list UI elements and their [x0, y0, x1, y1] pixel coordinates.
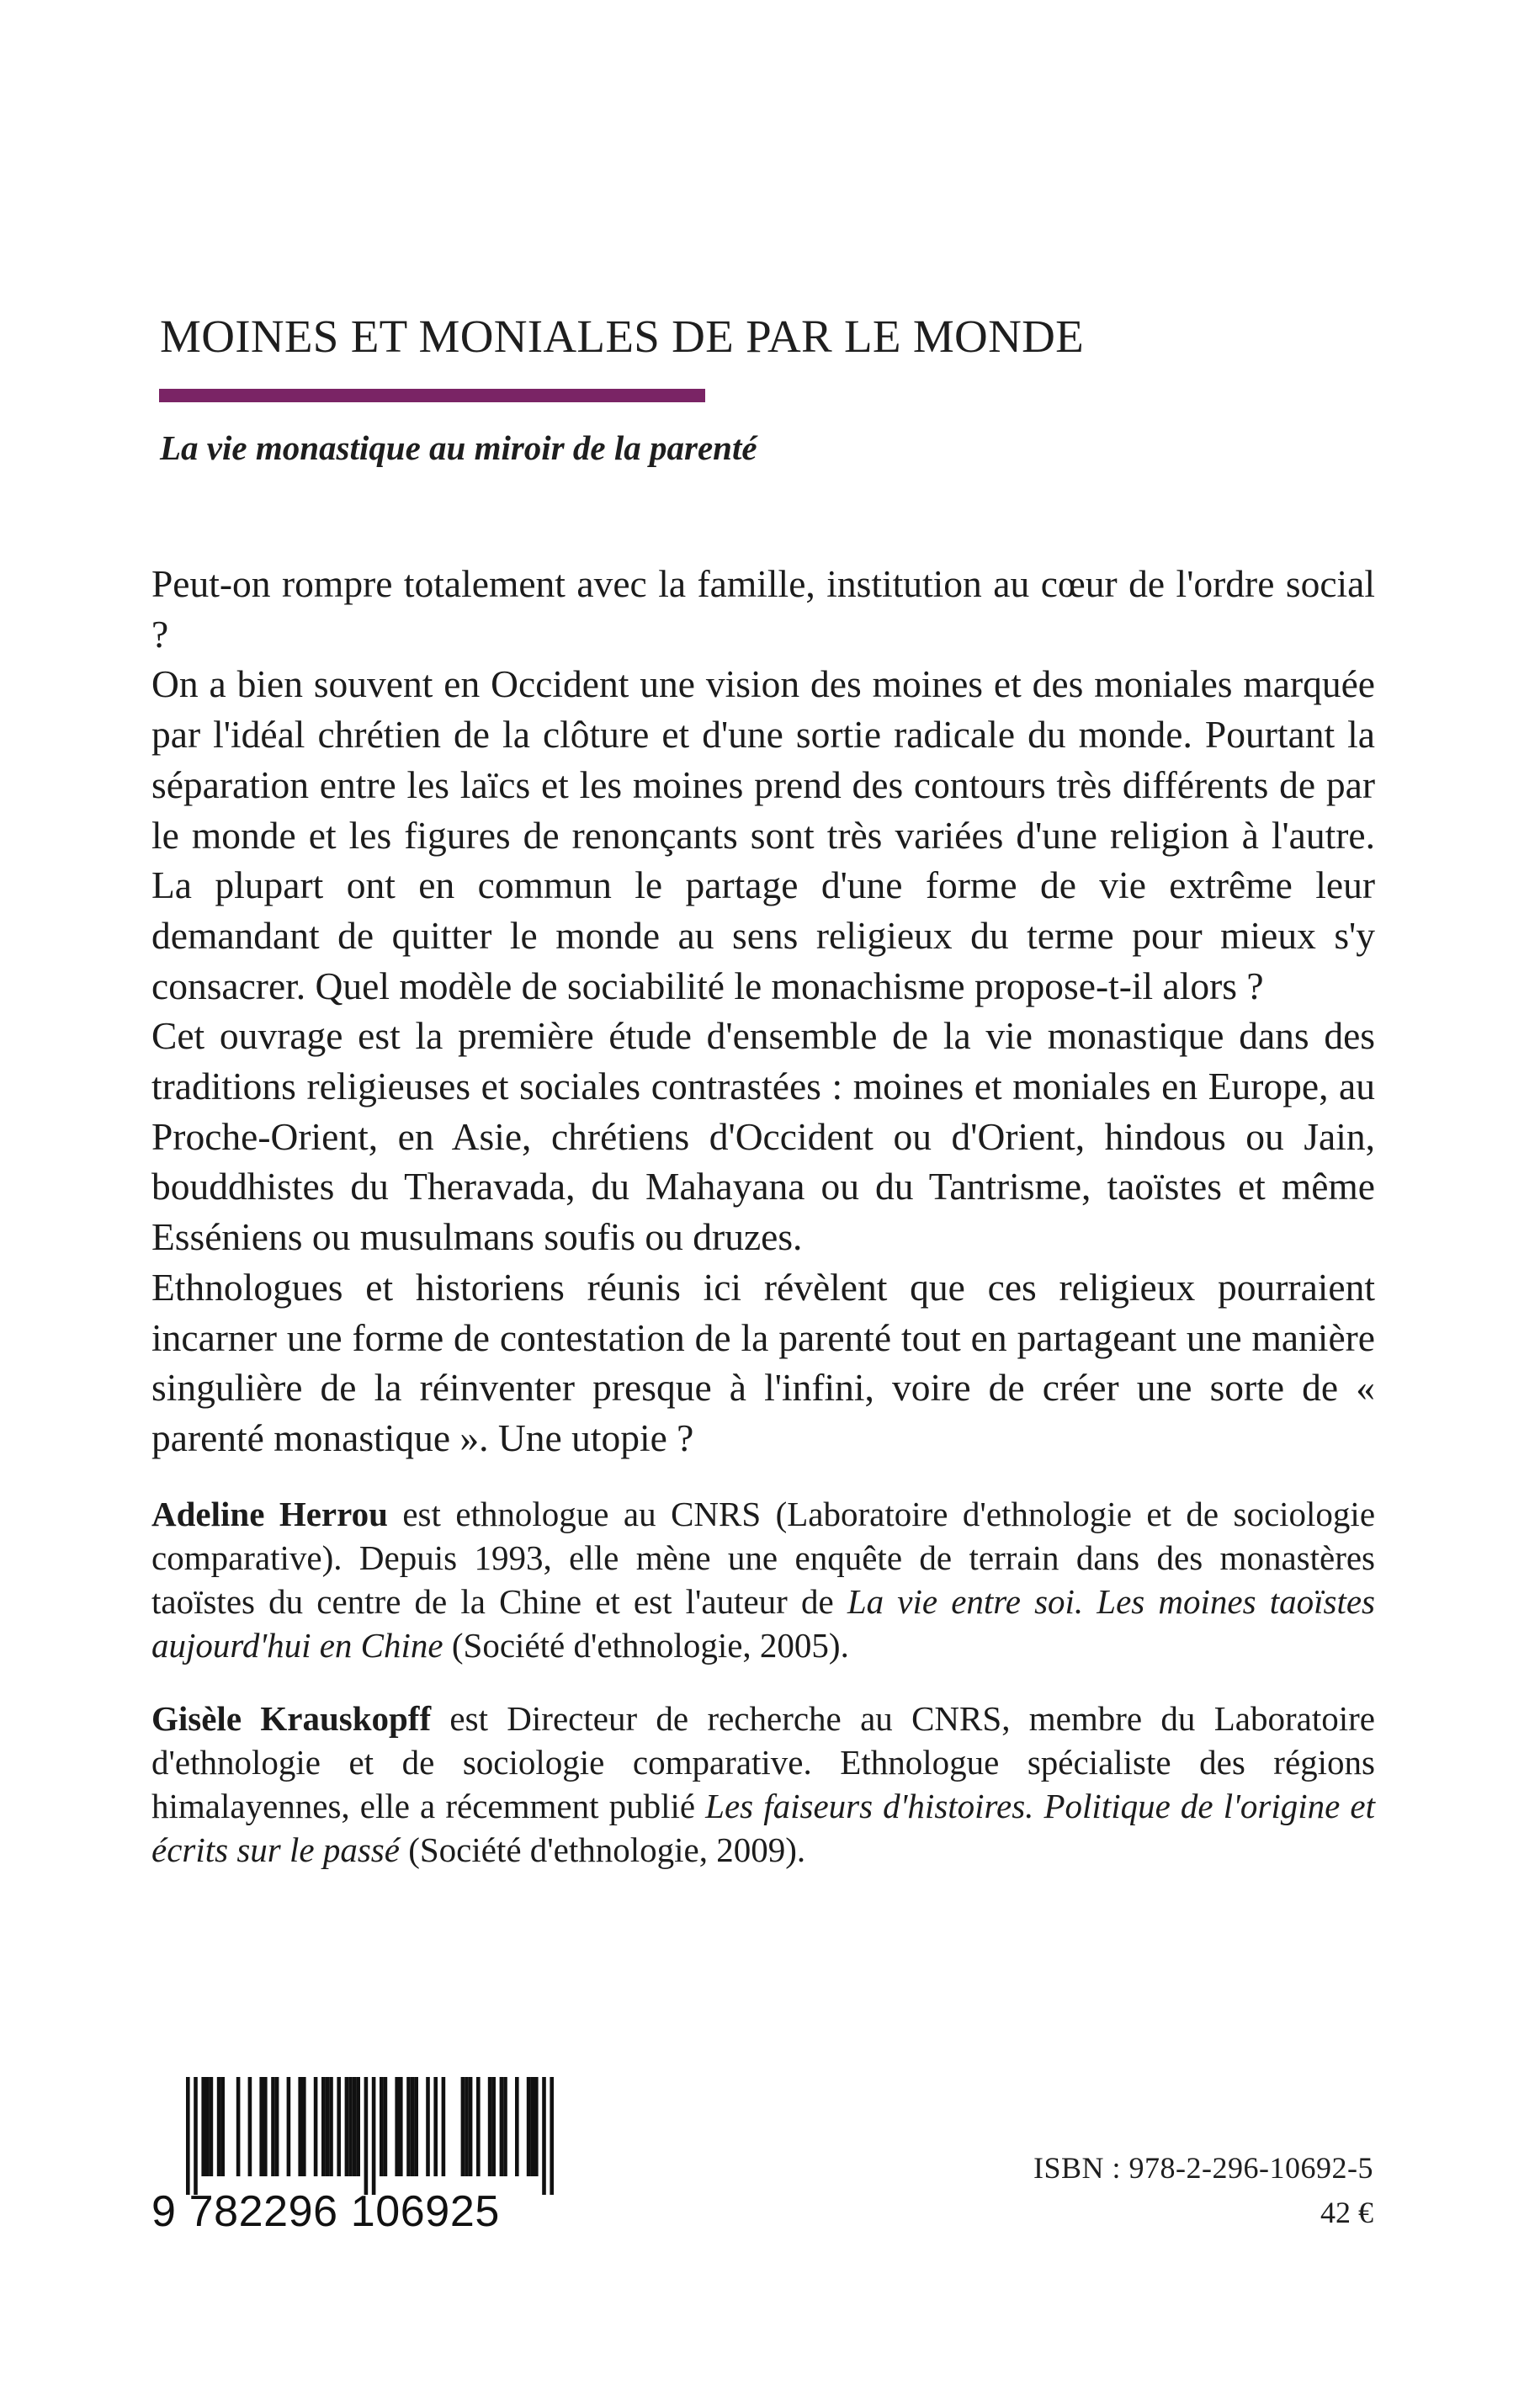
barcode-bar	[353, 2077, 357, 2176]
barcode-bar	[321, 2077, 326, 2176]
barcode-bar	[220, 2077, 225, 2176]
barcode-bar	[491, 2077, 496, 2176]
barcode-bar	[287, 2077, 291, 2176]
barcode-bar	[298, 2077, 302, 2176]
barcode-bar	[345, 2077, 349, 2176]
barcode-bar	[263, 2077, 268, 2176]
barcode-bar	[217, 2077, 221, 2176]
barcode	[151, 2077, 564, 2237]
barcode-bar	[515, 2077, 519, 2176]
barcode-bar	[348, 2077, 353, 2176]
blurb-paragraph: Cet ouvrage est la première étude d'ensemble de la vie monastique dans des traditions religieuses et sociales contrastées : moines et moniales en Europe, au Proche-Orient, en Asie, chrétiens d'Occident ou d'Orient, hindous ou Jain, bouddhistes du Theravada, du Mahayana ou du Tantrisme, taoïstes et même Esséniens ou musulmans soufis ou druzes.	[151, 1014, 1375, 1259]
barcode-bar	[210, 2077, 214, 2176]
blurb	[151, 559, 1375, 1463]
author-name: Gisèle Krauskopff	[151, 1699, 432, 1738]
barcode-bar	[395, 2077, 399, 2176]
barcode-bar	[411, 2077, 415, 2176]
barcode-bar	[259, 2077, 263, 2176]
barcode-bar	[364, 2077, 369, 2195]
author-name: Adeline Herrou	[151, 1495, 388, 1533]
blurb-paragraph: Ethnologues et historiens réunis ici révèlent que ces religieux pourraient incarner une forme de contestation de la parenté tout en partageant une manière singulière de la réinventer presque à l'infini, voire de créer une sorte de « parenté monastique ». Une utopie ?	[151, 1265, 1375, 1459]
blurb-paragraph: On a bien souvent en Occident une vision des moines et des moniales marquée par l'idéal chrétien de la clôture et d'une sortie radicale du monde. Pourtant la séparation entre les laïcs et les moines prend des contours très différents de par le monde et les figures de renonçants sont très variées d'une religion à l'autre. La plupart ont en commun le partage d'une forme de vie extrême leur demandant de quitter le monde au sens religieux du terme pour mieux s'y consacrer. Quel modèle de sociabilité le monachisme propose-t-il alors ?	[151, 662, 1375, 1007]
barcode-bar	[384, 2077, 388, 2176]
price: 42 €	[1320, 2196, 1373, 2229]
barcode-bar	[476, 2077, 481, 2176]
barcode-bar	[414, 2077, 418, 2176]
barcode-bar	[530, 2077, 534, 2176]
book-title: MOINES ET MONIALES DE PAR LE MONDE	[160, 311, 1085, 362]
blurb-paragraph: Peut-on rompre totalement avec la famille, institution au cœur de l'ordre social ?	[151, 562, 1375, 656]
barcode-bar	[442, 2077, 446, 2176]
author-bio	[151, 1697, 1375, 1872]
barcode-bar	[356, 2077, 360, 2176]
author-bio	[151, 1492, 1375, 1667]
barcode-bars	[186, 2077, 563, 2195]
barcode-bar	[302, 2077, 306, 2176]
barcode-bar	[314, 2077, 318, 2176]
author-book-title: La vie entre soi. Les moines taoïstes aujourd'hui en Chine	[151, 1582, 1375, 1665]
barcode-bar	[542, 2077, 546, 2195]
isbn: ISBN : 978-2-296-10692-5	[1033, 2151, 1373, 2185]
barcode-bar	[461, 2077, 465, 2176]
barcode-bar	[399, 2077, 403, 2176]
barcode-bar	[534, 2077, 539, 2176]
barcode-bar	[205, 2077, 210, 2176]
barcode-bar	[426, 2077, 430, 2176]
barcode-bar	[248, 2077, 252, 2176]
barcode-bar	[488, 2077, 492, 2176]
barcode-bar	[236, 2077, 241, 2176]
author-description: est Directeur de recherche au CNRS, membre du Laboratoire d'ethnologie et de sociologie comparative. Ethnologue spécialiste des régions himalayennes, elle a récemment publié	[151, 1699, 1375, 1825]
barcode-bar	[337, 2077, 341, 2176]
author-book-publisher: (Société d'ethnologie, 2009).	[399, 1830, 806, 1869]
barcode-bar	[406, 2077, 411, 2176]
barcode-bar	[372, 2077, 376, 2195]
book-subtitle: La vie monastique au miroir de la parenté	[160, 428, 757, 467]
barcode-digits: 9 782296 106925	[151, 2187, 500, 2236]
barcode-bar	[275, 2077, 279, 2176]
barcode-bar	[326, 2077, 330, 2176]
barcode-bar	[500, 2077, 504, 2176]
barcode-bar	[380, 2077, 384, 2176]
barcode-bar	[194, 2077, 198, 2195]
author-book-publisher: (Société d'ethnologie, 2005).	[443, 1626, 849, 1665]
barcode-bar	[503, 2077, 507, 2176]
author-description: est ethnologue au CNRS (Laboratoire d'ethnologie et de sociologie comparative). Depuis 1993, elle mène une enquête de terrain dans des monastères taoïstes du centre de la Chine et est l'auteur de	[151, 1495, 1376, 1621]
barcode-bar	[465, 2077, 469, 2176]
barcode-bar	[271, 2077, 275, 2176]
barcode-bar	[433, 2077, 438, 2176]
barcode-bar	[329, 2077, 333, 2176]
barcode-bar	[469, 2077, 473, 2176]
barcode-bar	[186, 2077, 190, 2195]
author-book-title: Les faiseurs d'histoires. Politique de l'origine et écrits sur le passé	[151, 1787, 1375, 1869]
barcode-bar	[550, 2077, 554, 2195]
accent-rule	[159, 389, 705, 402]
barcode-bar	[201, 2077, 205, 2176]
barcode-bar	[527, 2077, 531, 2176]
